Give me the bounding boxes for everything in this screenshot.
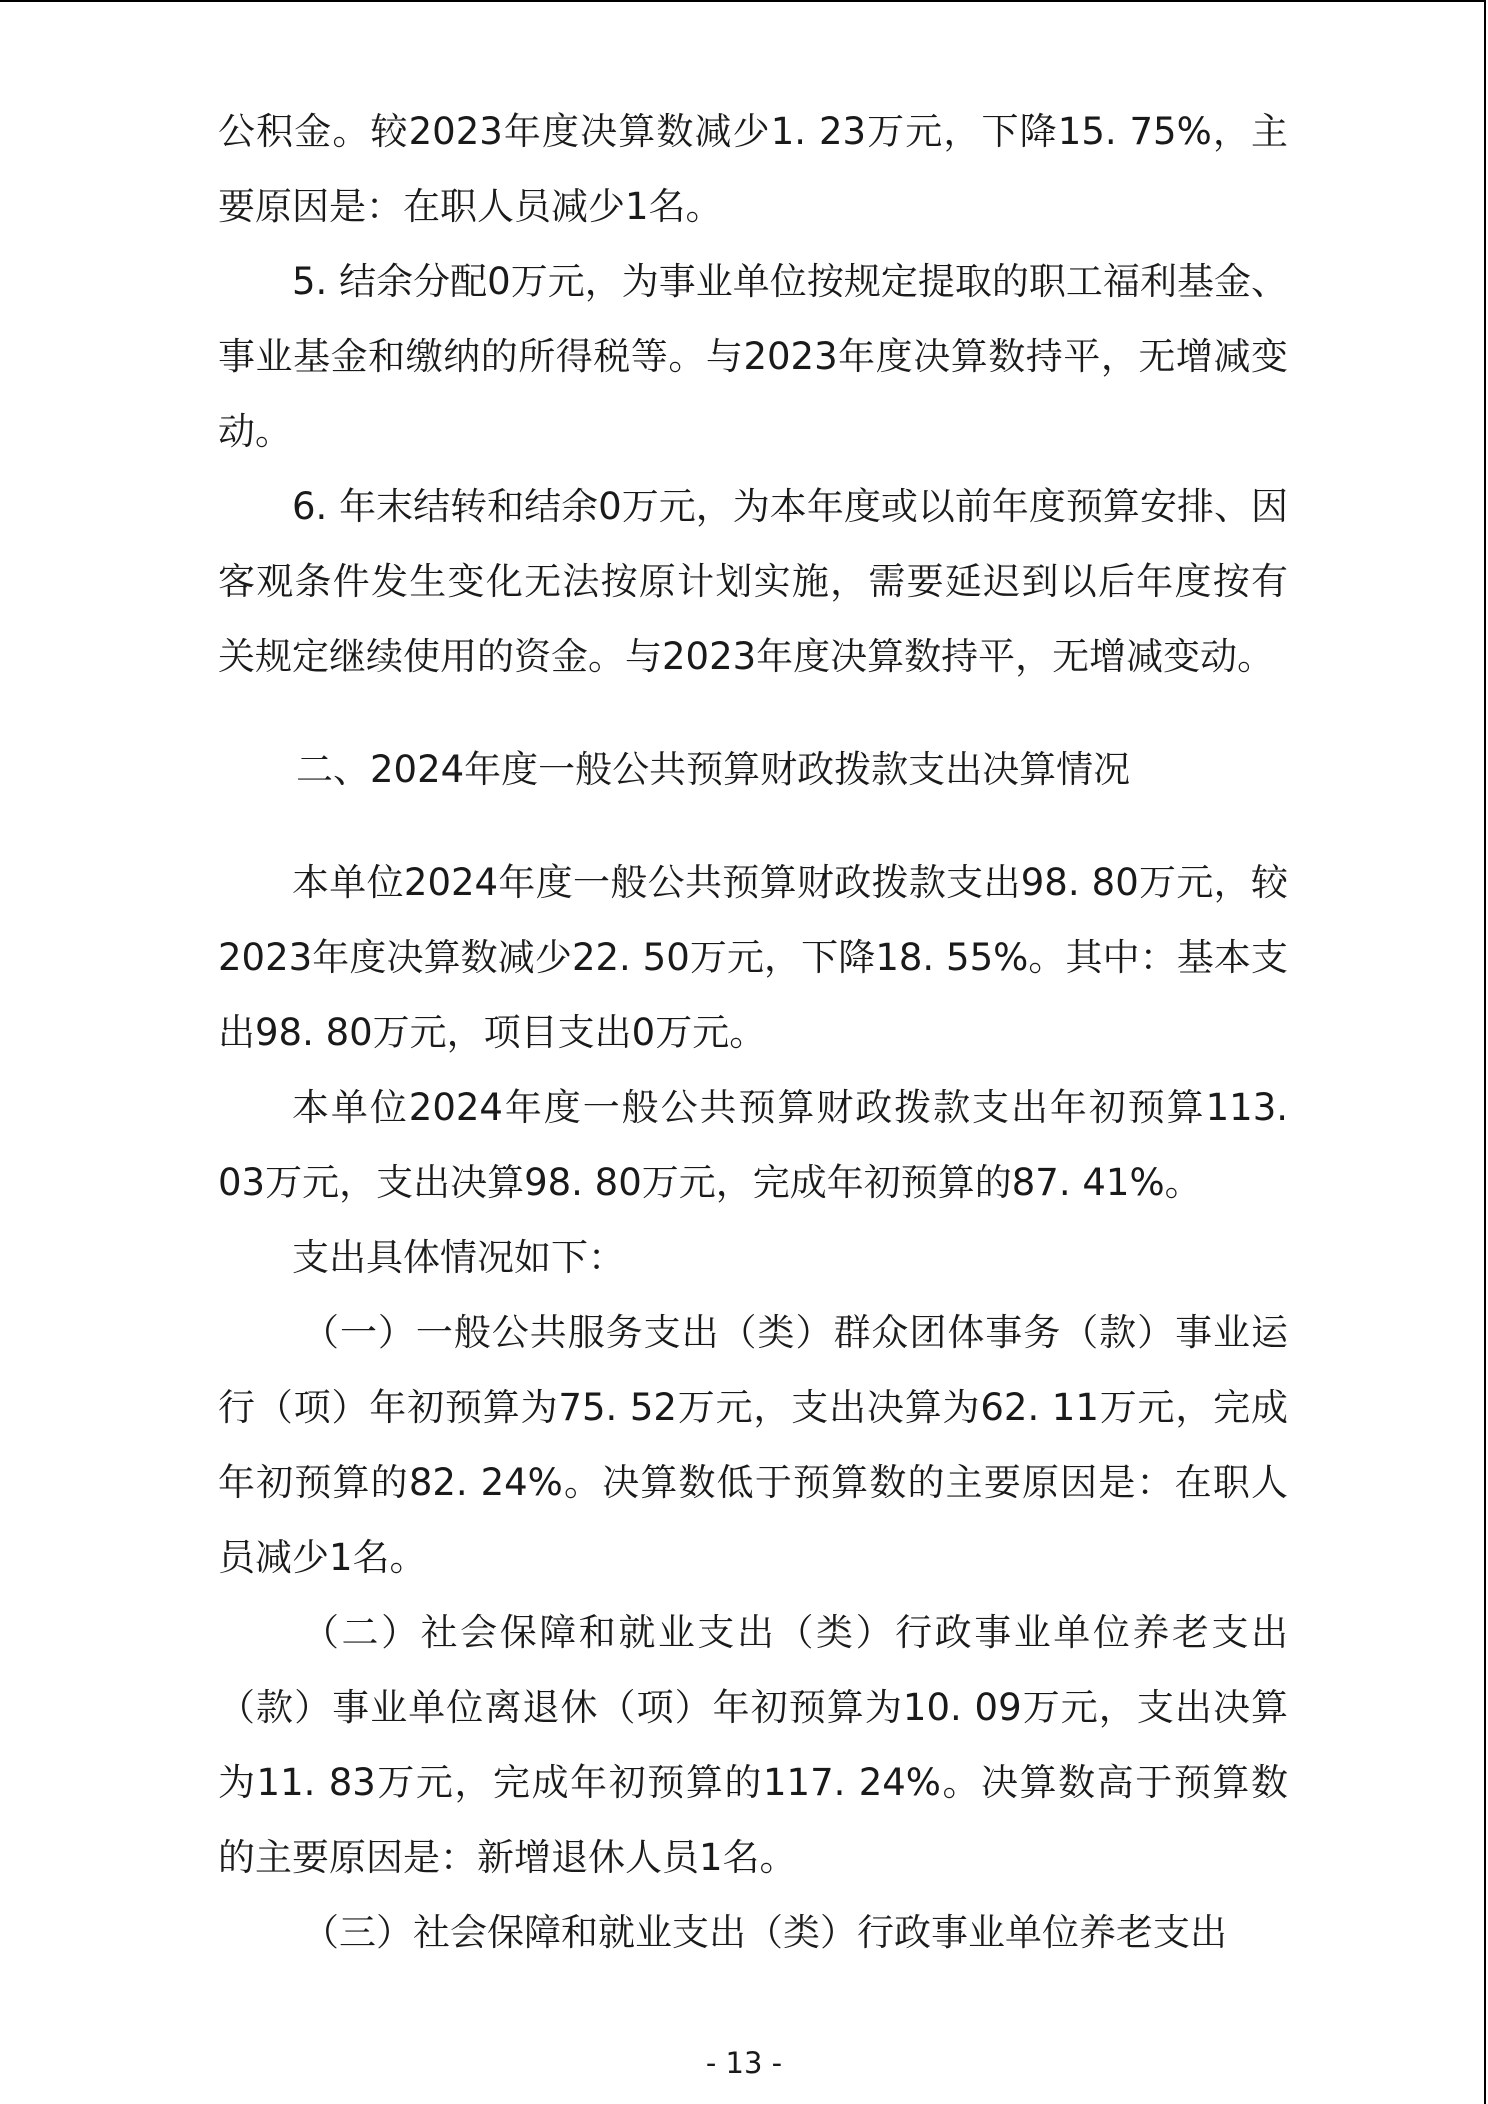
paragraph-details-intro: 支出具体情况如下： bbox=[292, 1236, 625, 1279]
page-number: - 13 - bbox=[705, 2046, 783, 2080]
paragraph-item-2: （二）社会保障和就业支出（类）行政事业单位养老支出（款）事业单位离退休（项）年初预算为10. 09万元，支出决算为11. 83万元，完成年初预算的117. 24%。决算数高于预算数的主要原因是：新增退休人员1名。 bbox=[218, 1611, 1288, 1879]
document-body bbox=[218, 94, 1288, 1970]
section-heading: 二、2024年度一般公共预算财政拨款支出决算情况 bbox=[296, 748, 1131, 791]
paragraph-housing-fund: 公积金。较2023年度决算数减少1. 23万元，下降15. 75%，主要原因是：在职人员减少1名。 bbox=[218, 110, 1288, 228]
paragraph-item-3: （三）社会保障和就业支出（类）行政事业单位养老支出 bbox=[302, 1911, 1227, 1954]
paragraph-surplus-distribution: 5. 结余分配0万元，为事业单位按规定提取的职工福利基金、事业基金和缴纳的所得税等。与2023年度决算数持平，无增减变动。 bbox=[218, 260, 1288, 453]
paragraph-budget-completion: 本单位2024年度一般公共预算财政拨款支出年初预算113. 03万元，支出决算98. 80万元，完成年初预算的87. 41%。 bbox=[218, 1086, 1288, 1204]
paragraph-item-1: （一）一般公共服务支出（类）群众团体事务（款）事业运行（项）年初预算为75. 52万元，支出决算为62. 11万元，完成年初预算的82. 24%。决算数低于预算数的主要原因是：在职人员减少1名。 bbox=[218, 1311, 1288, 1579]
paragraph-expenditure-total: 本单位2024年度一般公共预算财政拨款支出98. 80万元，较2023年度决算数减少22. 50万元，下降18. 55%。其中：基本支出98. 80万元，项目支出0万元。 bbox=[218, 861, 1288, 1054]
paragraph-year-end-balance: 6. 年末结转和结余0万元，为本年度或以前年度预算安排、因客观条件发生变化无法按原计划实施，需要延迟到以后年度按有关规定继续使用的资金。与2023年度决算数持平，无增减变动。 bbox=[218, 485, 1288, 678]
